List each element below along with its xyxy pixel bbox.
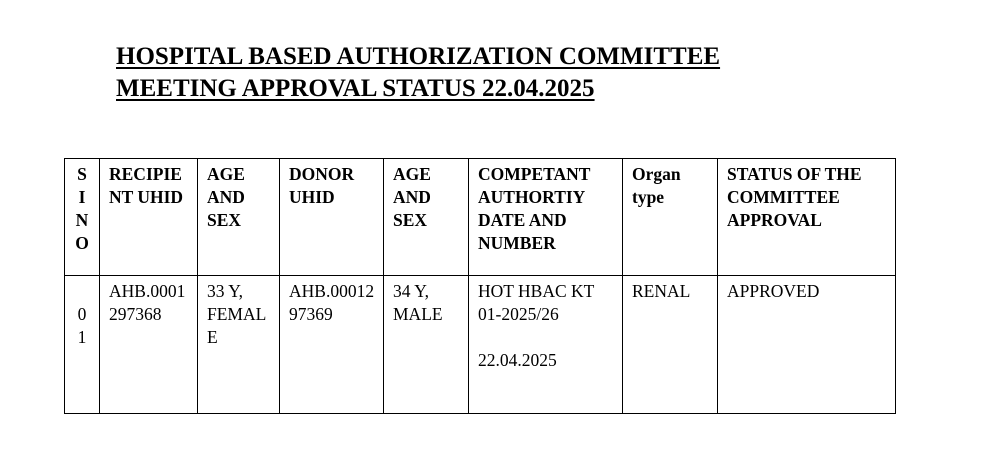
document-title-line-2: MEETING APPROVAL STATUS 22.04.2025 <box>116 75 595 102</box>
header-recipient-age-sex: AGE AND SEX <box>198 159 280 276</box>
authority-number: HOT HBAC KT 01-2025/26 <box>478 281 595 324</box>
header-donor-age-sex: AGE AND SEX <box>384 159 469 276</box>
cell-committee-status: APPROVED <box>718 276 896 414</box>
header-organ-type: Organ type <box>623 159 718 276</box>
cell-recipient-uhid: AHB.0001297368 <box>100 276 198 414</box>
header-donor-uhid: DONOR UHID <box>280 159 384 276</box>
approval-status-table <box>64 158 896 414</box>
document-title-line-1: HOSPITAL BASED AUTHORIZATION COMMITTEE <box>116 43 721 70</box>
header-committee-status: STATUS OF THE COMMITTEE APPROVAL <box>718 159 896 276</box>
header-recipient-uhid: RECIPIENT UHID <box>100 159 198 276</box>
authority-date: 22.04.2025 <box>478 350 557 370</box>
table-header-row <box>65 159 896 276</box>
cell-donor-age-sex: 34 Y, MALE <box>384 276 469 414</box>
cell-competent-authority <box>469 276 623 414</box>
cell-organ-type: RENAL <box>623 276 718 414</box>
cell-si-no: 0 1 <box>65 276 100 414</box>
cell-donor-uhid: AHB.0001297369 <box>280 276 384 414</box>
header-si-no: S I N O <box>65 159 100 276</box>
table-row <box>65 276 896 414</box>
header-competent-authority: COMPETANT AUTHORTIY DATE AND NUMBER <box>469 159 623 276</box>
document-title <box>116 41 720 105</box>
cell-recipient-age-sex: 33 Y, FEMALE <box>198 276 280 414</box>
